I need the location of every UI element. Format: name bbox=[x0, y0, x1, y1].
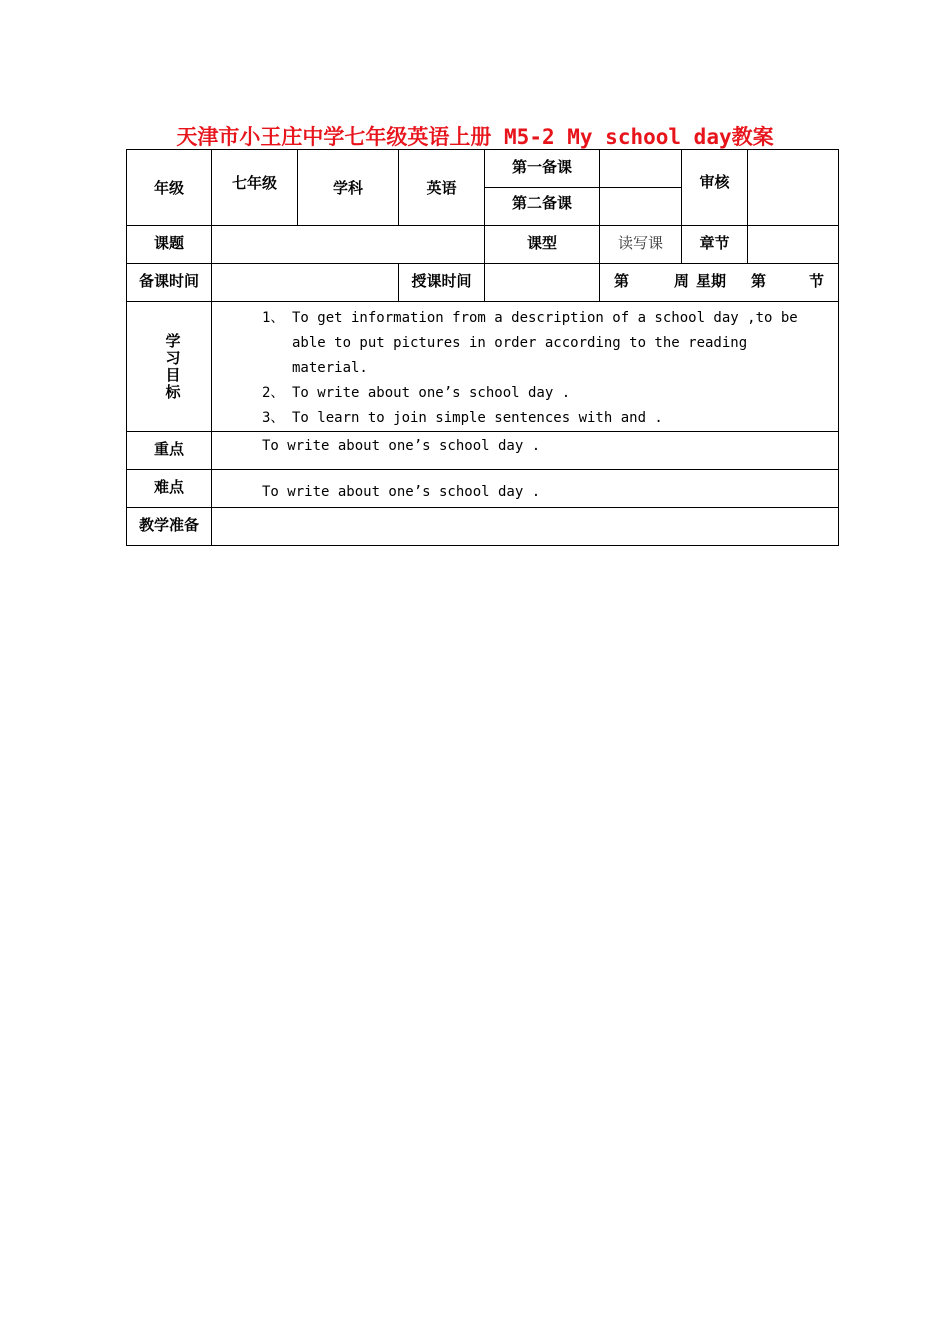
prep-row bbox=[127, 508, 839, 546]
difficulty-value: To write about one’s school day . bbox=[212, 470, 839, 508]
teach-time-value bbox=[485, 264, 600, 302]
difficulty-label: 难点 bbox=[127, 470, 212, 508]
goal-text: To learn to join simple sentences with and . bbox=[292, 410, 663, 426]
subject-value: 英语 bbox=[399, 150, 485, 226]
schedule-period-prefix: 第 bbox=[750, 272, 766, 290]
goal-item bbox=[262, 381, 830, 406]
schedule-week-suffix: 周 bbox=[673, 272, 689, 290]
goal-item bbox=[262, 306, 830, 381]
goals-row bbox=[127, 302, 839, 432]
goals-label-char: 习 bbox=[165, 348, 181, 367]
schedule-line bbox=[600, 270, 838, 291]
review-label: 审核 bbox=[682, 150, 748, 226]
goals-label bbox=[127, 302, 212, 432]
type-label: 课型 bbox=[485, 226, 600, 264]
goal-item bbox=[262, 406, 830, 431]
grade-label: 年级 bbox=[127, 150, 212, 226]
time-row bbox=[127, 264, 839, 302]
key-point-value: To write about one’s school day . bbox=[212, 432, 839, 470]
prep-label: 教学准备 bbox=[127, 508, 212, 546]
goal-number: 1、 bbox=[262, 310, 285, 326]
title-cn-prefix: 天津市小王庄中学七年级英语上册 bbox=[176, 125, 492, 149]
title-cn-suffix: 教案 bbox=[731, 125, 774, 149]
goal-text: To write about one’s school day . bbox=[292, 385, 571, 401]
goals-label-char: 标 bbox=[165, 382, 181, 401]
second-prep-value bbox=[600, 188, 682, 226]
chapter-value bbox=[748, 226, 839, 264]
topic-label: 课题 bbox=[127, 226, 212, 264]
grade-value: 七年级 bbox=[212, 150, 298, 226]
title-en: M5-2 My school day bbox=[491, 125, 732, 149]
first-prep-value bbox=[600, 150, 682, 188]
key-point-row bbox=[127, 432, 839, 470]
prep-value bbox=[212, 508, 839, 546]
first-prep-label: 第一备课 bbox=[485, 150, 600, 188]
review-value bbox=[748, 150, 839, 226]
prep-time-value bbox=[212, 264, 399, 302]
schedule-period-suffix: 节 bbox=[808, 272, 824, 290]
schedule-week-prefix: 第 bbox=[614, 272, 630, 290]
goal-number: 2、 bbox=[262, 385, 285, 401]
goal-text: To get information from a description of a school day ,to be able to put pictures in order according to the reading material. bbox=[292, 310, 798, 376]
page-title bbox=[0, 121, 950, 151]
schedule-weekday: 星期 bbox=[695, 272, 726, 290]
key-point-label: 重点 bbox=[127, 432, 212, 470]
prep-time-label: 备课时间 bbox=[127, 264, 212, 302]
subject-label: 学科 bbox=[298, 150, 399, 226]
difficulty-row bbox=[127, 470, 839, 508]
lesson-plan-table bbox=[126, 149, 839, 546]
chapter-label: 章节 bbox=[682, 226, 748, 264]
header-row bbox=[127, 150, 839, 188]
goals-label-char: 目 bbox=[165, 365, 181, 384]
schedule-cell bbox=[600, 264, 839, 302]
second-prep-label: 第二备课 bbox=[485, 188, 600, 226]
topic-value bbox=[212, 226, 485, 264]
teach-time-label: 授课时间 bbox=[399, 264, 485, 302]
goals-content bbox=[212, 302, 839, 432]
goal-number: 3、 bbox=[262, 410, 285, 426]
goals-label-char: 学 bbox=[165, 331, 181, 350]
topic-row bbox=[127, 226, 839, 264]
type-value: 读写课 bbox=[600, 226, 682, 264]
